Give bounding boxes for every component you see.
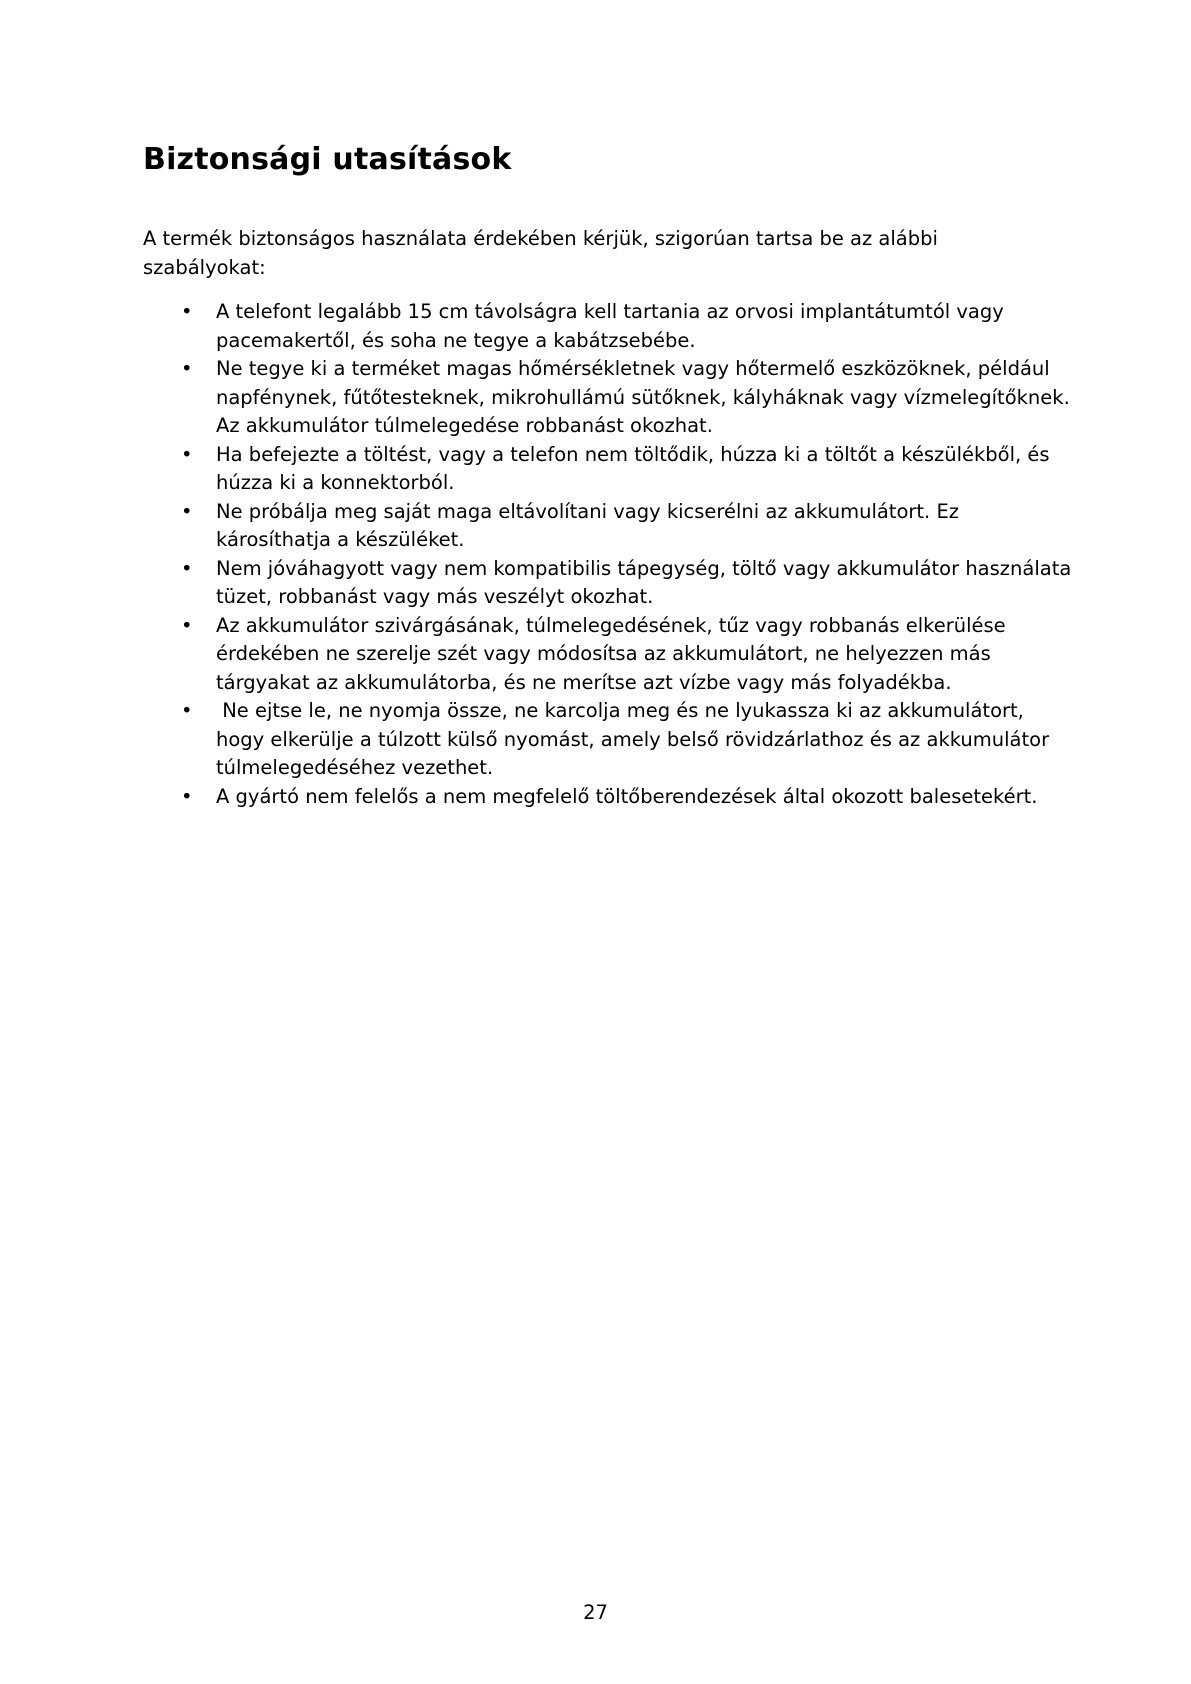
list-item bbox=[143, 783, 1073, 812]
bullet-icon: • bbox=[181, 699, 193, 722]
bullet-icon: • bbox=[181, 499, 193, 523]
bullet-icon: • bbox=[181, 442, 193, 466]
page-title: Biztonsági utasítások bbox=[143, 142, 512, 177]
rule-text: Ne tegye ki a terméket magas hőmérsékletnek vagy hőtermelő eszközöknek, például napfénynek, fűtőtesteknek, mikrohullámú sütőknek, kályháknak vagy vízmelegítőknek. Az akkumulátor túlmelegedése robbanást okozhat. bbox=[216, 357, 1070, 437]
rule-text: A telefont legalább 15 cm távolságra kell tartania az orvosi implantátumtól vagy pacemakertől, és soha ne tegye a kabátzsebébe. bbox=[216, 300, 1004, 352]
rule-text: Ne ejtse le, ne nyomja össze, ne karcolja meg és ne lyukassza ki az akkumulátort, hogy elkerülje a túlzott külső nyomást, amely belső rövidzárlathoz és az akkumulátor túlmelegedéséhez vezethet. bbox=[216, 699, 1056, 779]
rule-text: Nem jóváhagyott vagy nem kompatibilis tápegység, töltő vagy akkumulátor használata tüzet, robbanást vagy más veszélyt okozhat. bbox=[216, 556, 1072, 608]
bullet-icon: • bbox=[181, 784, 193, 808]
list-item bbox=[143, 612, 1073, 698]
list-item bbox=[143, 555, 1073, 612]
bullet-icon: • bbox=[181, 357, 193, 380]
page-number: 27 bbox=[583, 1601, 608, 1624]
intro-paragraph: A termék biztonságos használata érdekében kérjük, szigorúan tartsa be az alábbi szabályokat: bbox=[143, 227, 938, 279]
rule-text: A gyártó nem felelős a nem megfelelő töltőberendezések által okozott balesetekért. bbox=[216, 784, 1038, 808]
list-item bbox=[143, 355, 1073, 441]
bullet-icon: • bbox=[181, 300, 193, 323]
list-item bbox=[143, 441, 1073, 498]
rule-text: Ha befejezte a töltést, vagy a telefon nem töltődik, húzza ki a töltőt a készülékből, és húzza ki a konnektorból. bbox=[216, 442, 1050, 494]
bullet-icon: • bbox=[181, 556, 193, 580]
bullet-icon: • bbox=[181, 613, 193, 637]
rule-text: Az akkumulátor szivárgásának, túlmelegedésének, tűz vagy robbanás elkerülése érdekében ne szerelje szét vagy módosítsa az akkumulátort, ne helyezzen más tárgyakat az akkumulátorba, és ne merítse azt vízbe vagy más folyadékba. bbox=[216, 613, 1006, 694]
rule-text: Ne próbálja meg saját maga eltávolítani vagy kicserélni az akkumulátort. Ez károsíthatja a készüléket. bbox=[216, 499, 959, 551]
list-item bbox=[143, 498, 1073, 555]
list-item bbox=[143, 298, 1073, 355]
safety-rules-list bbox=[143, 298, 1073, 811]
list-item bbox=[143, 697, 1073, 783]
